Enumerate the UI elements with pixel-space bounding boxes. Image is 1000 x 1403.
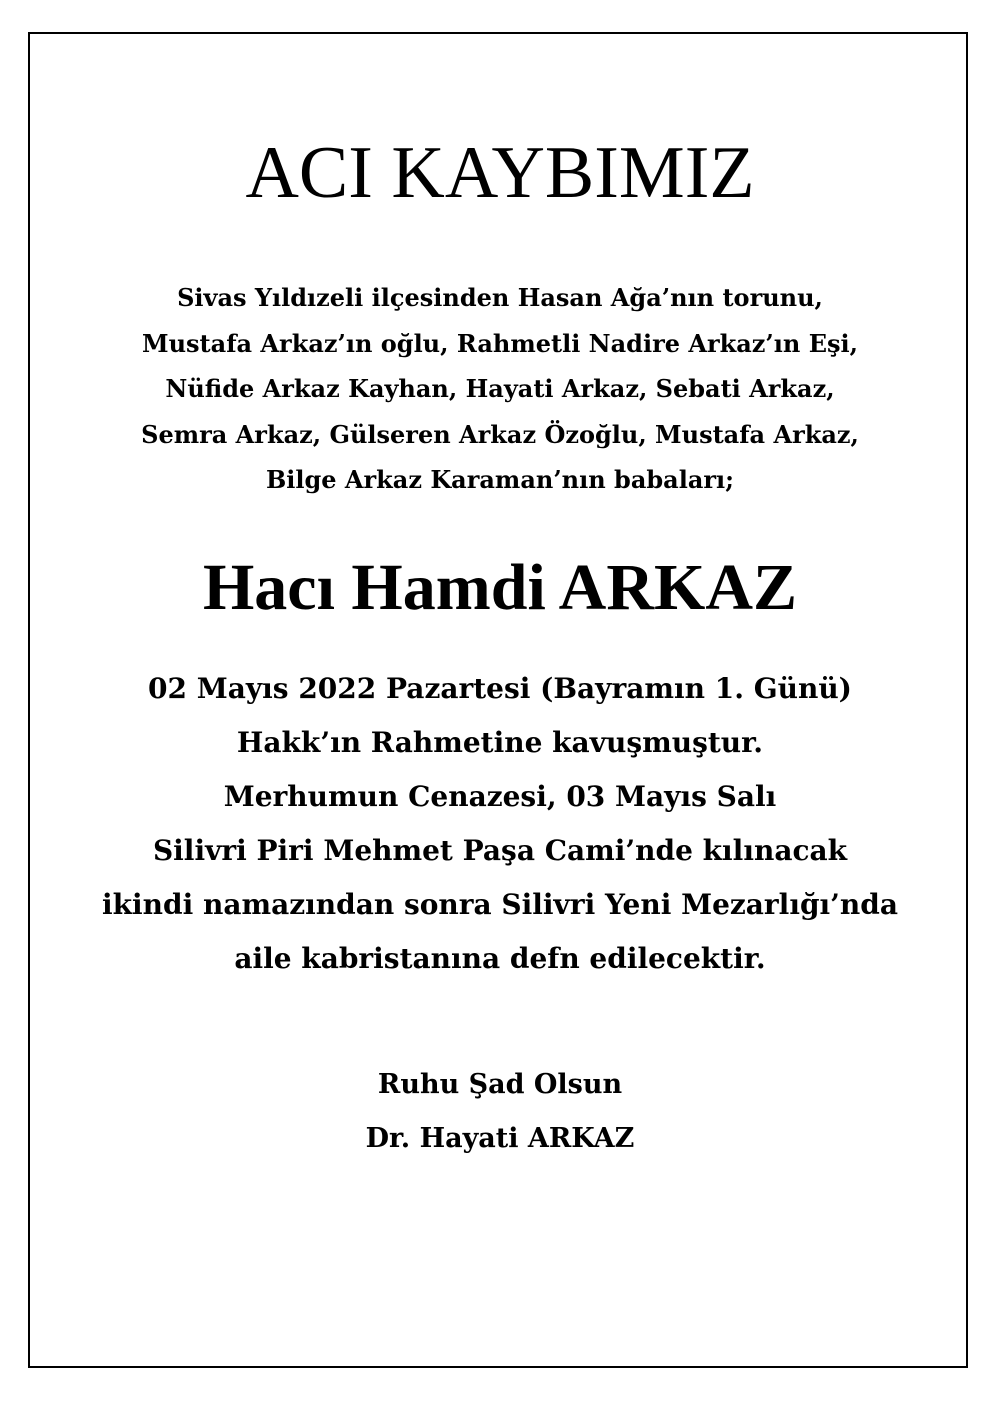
prayer-line: Ruhu Şad Olsun: [377, 1069, 623, 1100]
funeral-details: [0, 662, 1000, 986]
deceased-name: Hacı Hamdi ARKAZ: [202, 551, 798, 624]
intro-line: Sivas Yıldızeli ilçesinden Hasan Ağa’nın torunu,: [177, 283, 823, 312]
notice-heading: ACI KAYBIMIZ: [245, 132, 755, 214]
closing-block: [0, 1058, 1000, 1166]
detail-line: Hakk’ın Rahmetine kavuşmuştur.: [236, 726, 764, 759]
detail-line: ikindi namazından sonra Silivri Yeni Mezarlığı’nda: [102, 888, 898, 921]
intro-line: Semra Arkaz, Gülseren Arkaz Özoğlu, Mustafa Arkaz,: [141, 419, 859, 449]
intro-line: Mustafa Arkaz’ın oğlu, Rahmetli Nadire Arkaz’ın Eşi,: [142, 328, 858, 358]
detail-line: 02 Mayıs 2022 Pazartesi (Bayramın 1. Günü): [148, 672, 852, 705]
intro-line: Nüfide Arkaz Kayhan, Hayati Arkaz, Sebati Arkaz,: [165, 374, 835, 403]
family-intro: [0, 275, 1000, 503]
detail-line: aile kabristanına defn edilecektir.: [234, 942, 766, 975]
intro-line: Bilge Arkaz Karaman’nın babaları;: [265, 465, 735, 494]
detail-line: Merhumun Cenazesi, 03 Mayıs Salı: [223, 780, 777, 813]
detail-line: Silivri Piri Mehmet Paşa Cami’nde kılınacak: [152, 834, 848, 867]
signature-line: Dr. Hayati ARKAZ: [365, 1123, 635, 1154]
